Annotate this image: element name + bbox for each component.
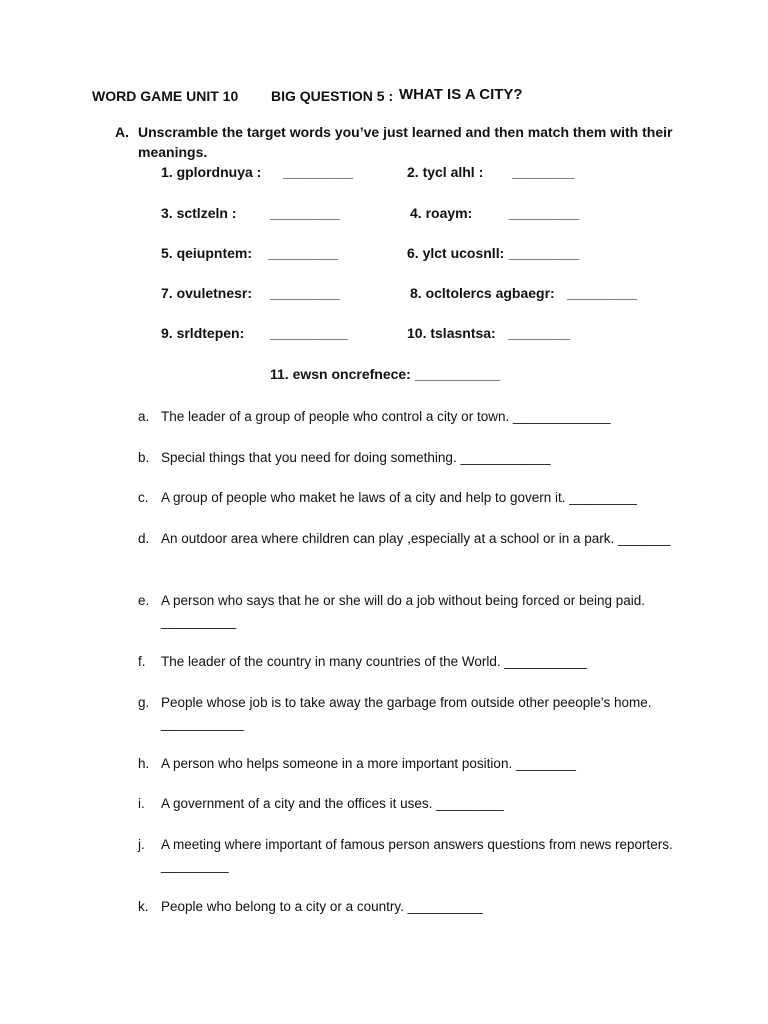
item-letter: i. [138, 796, 145, 811]
answer-blank: ________ [512, 164, 575, 180]
definition-text: People who belong to a city or a country. __________ [161, 899, 483, 914]
definition-item [138, 590, 678, 632]
definition-item [138, 692, 678, 734]
answer-blank: ________ [508, 325, 571, 341]
unit-title: WORD GAME UNIT 10 [92, 88, 239, 104]
definition-text: An outdoor area where children can play ,especially at a school or in a park. _______ [161, 531, 671, 546]
answer-blank: _________ [509, 205, 580, 221]
item-letter: c. [138, 490, 149, 505]
scramble-item-2 [407, 164, 575, 180]
scramble-word: 1. gplordnuya : [161, 164, 262, 180]
answer-blank: _________ [268, 245, 339, 261]
item-letter: d. [138, 531, 150, 546]
definition-text: A meeting where important of famous person answers questions from news reporters. _________ [161, 837, 673, 873]
definition-item [138, 834, 678, 876]
item-letter: k. [138, 899, 149, 914]
definition-text: A person who says that he or she will do a job without being forced or being paid. __________ [161, 593, 646, 629]
item-letter: f. [138, 654, 146, 669]
definition-text: A group of people who maket he laws of a city and help to govern it. _________ [161, 490, 637, 505]
definition-item [138, 487, 678, 508]
definition-text: The leader of the country in many countries of the World. ___________ [161, 654, 588, 669]
section-a-instruction [115, 122, 685, 162]
definition-item [138, 753, 678, 774]
scramble-item-4 [410, 205, 580, 221]
scramble-word: 4. roaym: [410, 205, 473, 221]
scramble-word: 6. ylct ucosnll: [407, 245, 505, 261]
definition-text: People whose job is to take away the garbage from outside other peeople’s home. ___________ [161, 695, 652, 731]
definition-item [138, 651, 678, 672]
scramble-item-6 [407, 245, 580, 261]
answer-blank: _________ [270, 205, 341, 221]
answer-blank: _________ [567, 285, 638, 301]
big-question-label: BIG QUESTION 5 : [271, 88, 394, 104]
definition-item [138, 896, 678, 917]
scramble-word: 5. qeiupntem: [161, 245, 253, 261]
item-letter: e. [138, 593, 150, 608]
item-letter: h. [138, 756, 150, 771]
scramble-word: 11. ewsn oncrefnece: ___________ [270, 366, 501, 382]
definition-text: The leader of a group of people who control a city or town. _____________ [161, 409, 611, 424]
big-question-text: WHAT IS A CITY? [399, 86, 523, 103]
answer-blank: _________ [283, 164, 354, 180]
scramble-item-7 [161, 285, 341, 301]
scramble-word: 10. tslasntsa: [407, 325, 496, 341]
answer-blank: _________ [509, 245, 580, 261]
item-letter: a. [138, 409, 150, 424]
item-letter: g. [138, 695, 150, 710]
section-letter: A. [115, 124, 129, 140]
definition-item [138, 406, 678, 427]
definition-text: A person who helps someone in a more important position. ________ [161, 756, 577, 771]
scramble-item-3 [161, 205, 341, 221]
definition-item [138, 447, 678, 468]
item-letter: j. [138, 837, 145, 852]
scramble-word: 9. srldtepen: [161, 325, 245, 341]
scramble-word: 8. ocltolercs agbaegr: [410, 285, 555, 301]
scramble-item-5 [161, 245, 339, 261]
scramble-item-10 [407, 325, 571, 341]
scramble-item-9 [161, 325, 348, 341]
definition-text: Special things that you need for doing something. ____________ [161, 450, 551, 465]
definition-item [138, 528, 678, 549]
scramble-item-11 [270, 366, 500, 382]
scramble-item-1 [161, 164, 354, 180]
scramble-item-8 [410, 285, 638, 301]
answer-blank: __________ [270, 325, 348, 341]
definition-item [138, 793, 678, 814]
scramble-word: 2. tycl alhl : [407, 164, 484, 180]
item-letter: b. [138, 450, 150, 465]
answer-blank: _________ [270, 285, 341, 301]
scramble-word: 7. ovuletnesr: [161, 285, 253, 301]
instruction-text: Unscramble the target words you’ve just learned and then match them with their meanings. [138, 124, 673, 160]
scramble-word: 3. sctlzeln : [161, 205, 237, 221]
definition-text: A government of a city and the offices it uses. _________ [161, 796, 504, 811]
